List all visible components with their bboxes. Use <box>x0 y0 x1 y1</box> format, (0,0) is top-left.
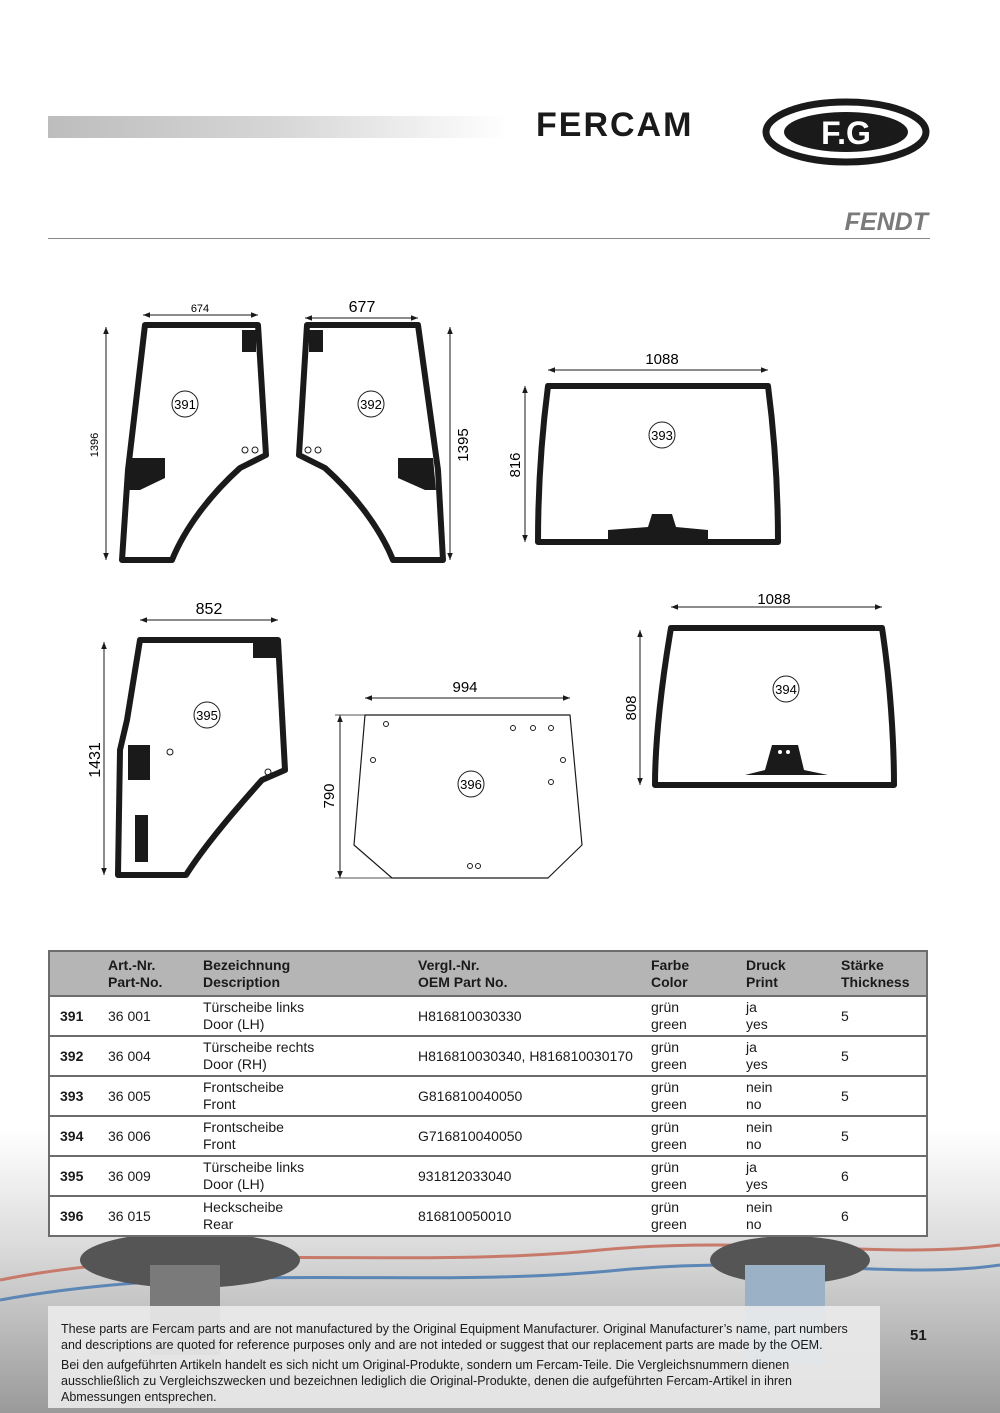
drawing-396 <box>321 679 582 878</box>
part-label-391: 391 <box>174 397 196 412</box>
col-oem-header: Vergl.-Nr. OEM Part No. <box>414 951 647 996</box>
table-header-row <box>49 951 927 996</box>
logo-mark: F.G <box>821 115 871 151</box>
table-row: 394 36 006 Frontscheibe Front G716810040050 grün green nein no 5 <box>49 1116 927 1156</box>
drawing-392 <box>299 299 472 560</box>
disclaimer-note <box>48 1306 880 1408</box>
dim-391-width: 674 <box>190 303 210 315</box>
col-description-header: Bezeichnung Description <box>199 951 414 996</box>
dim-393-width: 1088 <box>645 351 679 368</box>
disclaimer-english: These parts are Fercam parts and are not manufactured by the Original Equipment Manufacturer. Original Manufacturer’s name, part numbers and descriptions are quoted for reference purposes only and are not inteded or suggest that our replacement parts are made by the OEM. <box>61 1322 848 1352</box>
drawing-391 <box>89 303 266 560</box>
logo-text: FERCAM <box>536 106 694 144</box>
dim-391-height: 1396 <box>89 432 101 458</box>
part-label-395: 395 <box>196 708 218 723</box>
glass-392-outline <box>299 325 443 560</box>
part-label-396: 396 <box>460 777 482 792</box>
col-color-header: Farbe Color <box>647 951 742 996</box>
col-thickness-header: Stärke Thickness <box>837 951 927 996</box>
drawing-393 <box>507 351 778 542</box>
drawing-394 <box>623 591 894 785</box>
dim-395-width: 852 <box>195 601 223 618</box>
table-row: 395 36 009 Türscheibe links Door (LH) 931812033040 grün green ja yes 6 <box>49 1156 927 1196</box>
dim-396-height: 790 <box>321 783 338 809</box>
dim-394-height: 808 <box>623 695 640 721</box>
dim-392-width: 677 <box>348 299 376 316</box>
brand-title: FENDT <box>844 208 928 236</box>
dim-395-height: 1431 <box>87 742 104 778</box>
glass-drawings <box>0 260 1000 900</box>
col-art-header: Art.-Nr. Part-No. <box>104 951 199 996</box>
part-label-393: 393 <box>651 428 673 443</box>
col-number-header <box>49 951 104 996</box>
part-label-394: 394 <box>775 682 797 697</box>
table-row: 393 36 005 Frontscheibe Front G816810040050 grün green nein no 5 <box>49 1076 927 1116</box>
dim-394-width: 1088 <box>757 591 791 608</box>
disclaimer-german: Bei den aufgeführten Artikeln handelt es sich nicht um Original-Produkte, sondern um Fercam-Teile. Die Vergleichsnummern dienen ausschließlich zu Vergleichszwecken und bezeichnen lediglich die Original-Produkte, denen die aufgeführten Fercam-Artikel in ihren Abmessungen entsprechen. <box>61 1358 792 1404</box>
header-gradient-bar <box>48 116 508 138</box>
parts-table <box>48 950 928 1237</box>
table-row: 391 36 001 Türscheibe links Door (LH) H816810030330 grün green ja yes 5 <box>49 996 927 1036</box>
glass-391-outline <box>122 325 266 560</box>
dim-396-width: 994 <box>452 679 478 696</box>
header-divider <box>48 238 930 239</box>
table-row: 392 36 004 Türscheibe rechts Door (RH) H816810030340, H816810030170 grün green ja yes 5 <box>49 1036 927 1076</box>
dim-392-height: 1395 <box>455 428 472 462</box>
table-row: 396 36 015 Heckscheibe Rear 816810050010 grün green nein no 6 <box>49 1196 927 1236</box>
page-number: 51 <box>910 1327 927 1344</box>
fercam-logo <box>536 96 930 166</box>
dim-393-height: 816 <box>507 452 524 478</box>
drawing-395 <box>87 601 285 875</box>
part-label-392: 392 <box>360 397 382 412</box>
col-print-header: Druck Print <box>742 951 837 996</box>
